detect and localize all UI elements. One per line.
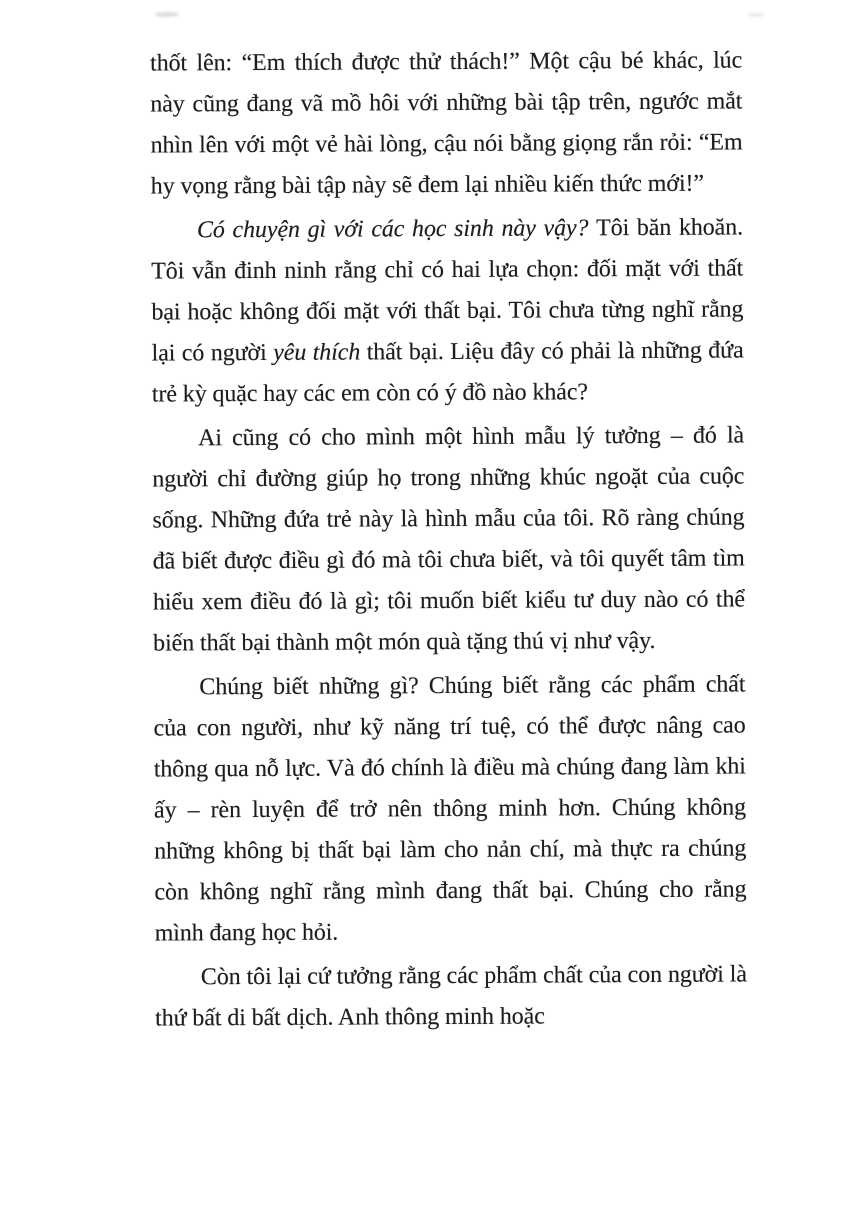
text-segment: Tôi băn khoăn. Tôi vẫn đinh ninh rằng chỉ có hai lựa chọn: đối mặt với thất bại hoặc không đối mặt với thất bại. Tôi chưa từng nghĩ rằng lại có người bbox=[151, 214, 744, 367]
text-segment: Ai cũng có cho mình một hình mẫu lý tưởng – đó là người chỉ đường giúp họ trong những khúc ngoặt của cuộc sống. Những đứa trẻ này là hình mẫu của tôi. Rõ ràng chúng đã biết được điều gì đó mà tôi chưa biết, và tôi quyết tâm tìm hiểu xem điều đó là gì; tôi muốn biết kiểu tư duy nào có thể biến thất bại thành một món quà tặng thú vị như vậy. bbox=[152, 422, 745, 657]
text-segment: Chúng biết những gì? Chúng biết rằng các phẩm chất của con người, như kỹ năng trí tuệ, có thể được nâng cao thông qua nỗ lực. Và đó chính là điều mà chúng đang làm khi ấy – rèn luyện để trở nên thông minh hơn. Chúng không những không bị thất bại làm cho nản chí, mà thực ra chúng còn không nghĩ rằng mình đang thất bại. Chúng cho rằng mình đang học hỏi. bbox=[153, 671, 747, 947]
paragraph bbox=[155, 954, 747, 1039]
text-segment: Có chuyện gì với các học sinh này vậy? bbox=[196, 215, 597, 244]
scan-artifact bbox=[155, 12, 179, 17]
text-segment: thất bại. Liệu đây có phải là những đứa trẻ kỳ quặc hay các em còn có ý đồ nào khác? bbox=[151, 337, 744, 408]
paragraph bbox=[151, 207, 744, 415]
paragraph bbox=[153, 664, 746, 954]
text-segment: yêu thích bbox=[273, 339, 361, 366]
text-segment: thốt lên: “Em thích được thử thách!” Một cậu bé khác, lúc này cũng đang vã mồ hôi với những bài tập trên, ngước mắt nhìn lên với một vẻ hài lòng, cậu nói bằng giọng rắn rỏi: “Em hy vọng rằng bài tập này sẽ đem lại nhiều kiến thức mới!” bbox=[150, 47, 743, 200]
text-segment: Còn tôi lại cứ tưởng rằng các phẩm chất của con người là thứ bất di bất dịch. Anh thông minh hoặc bbox=[155, 961, 747, 1032]
paragraph bbox=[150, 40, 743, 207]
scan-artifact bbox=[748, 13, 764, 17]
paragraph bbox=[152, 415, 745, 664]
page-text bbox=[150, 40, 747, 1042]
